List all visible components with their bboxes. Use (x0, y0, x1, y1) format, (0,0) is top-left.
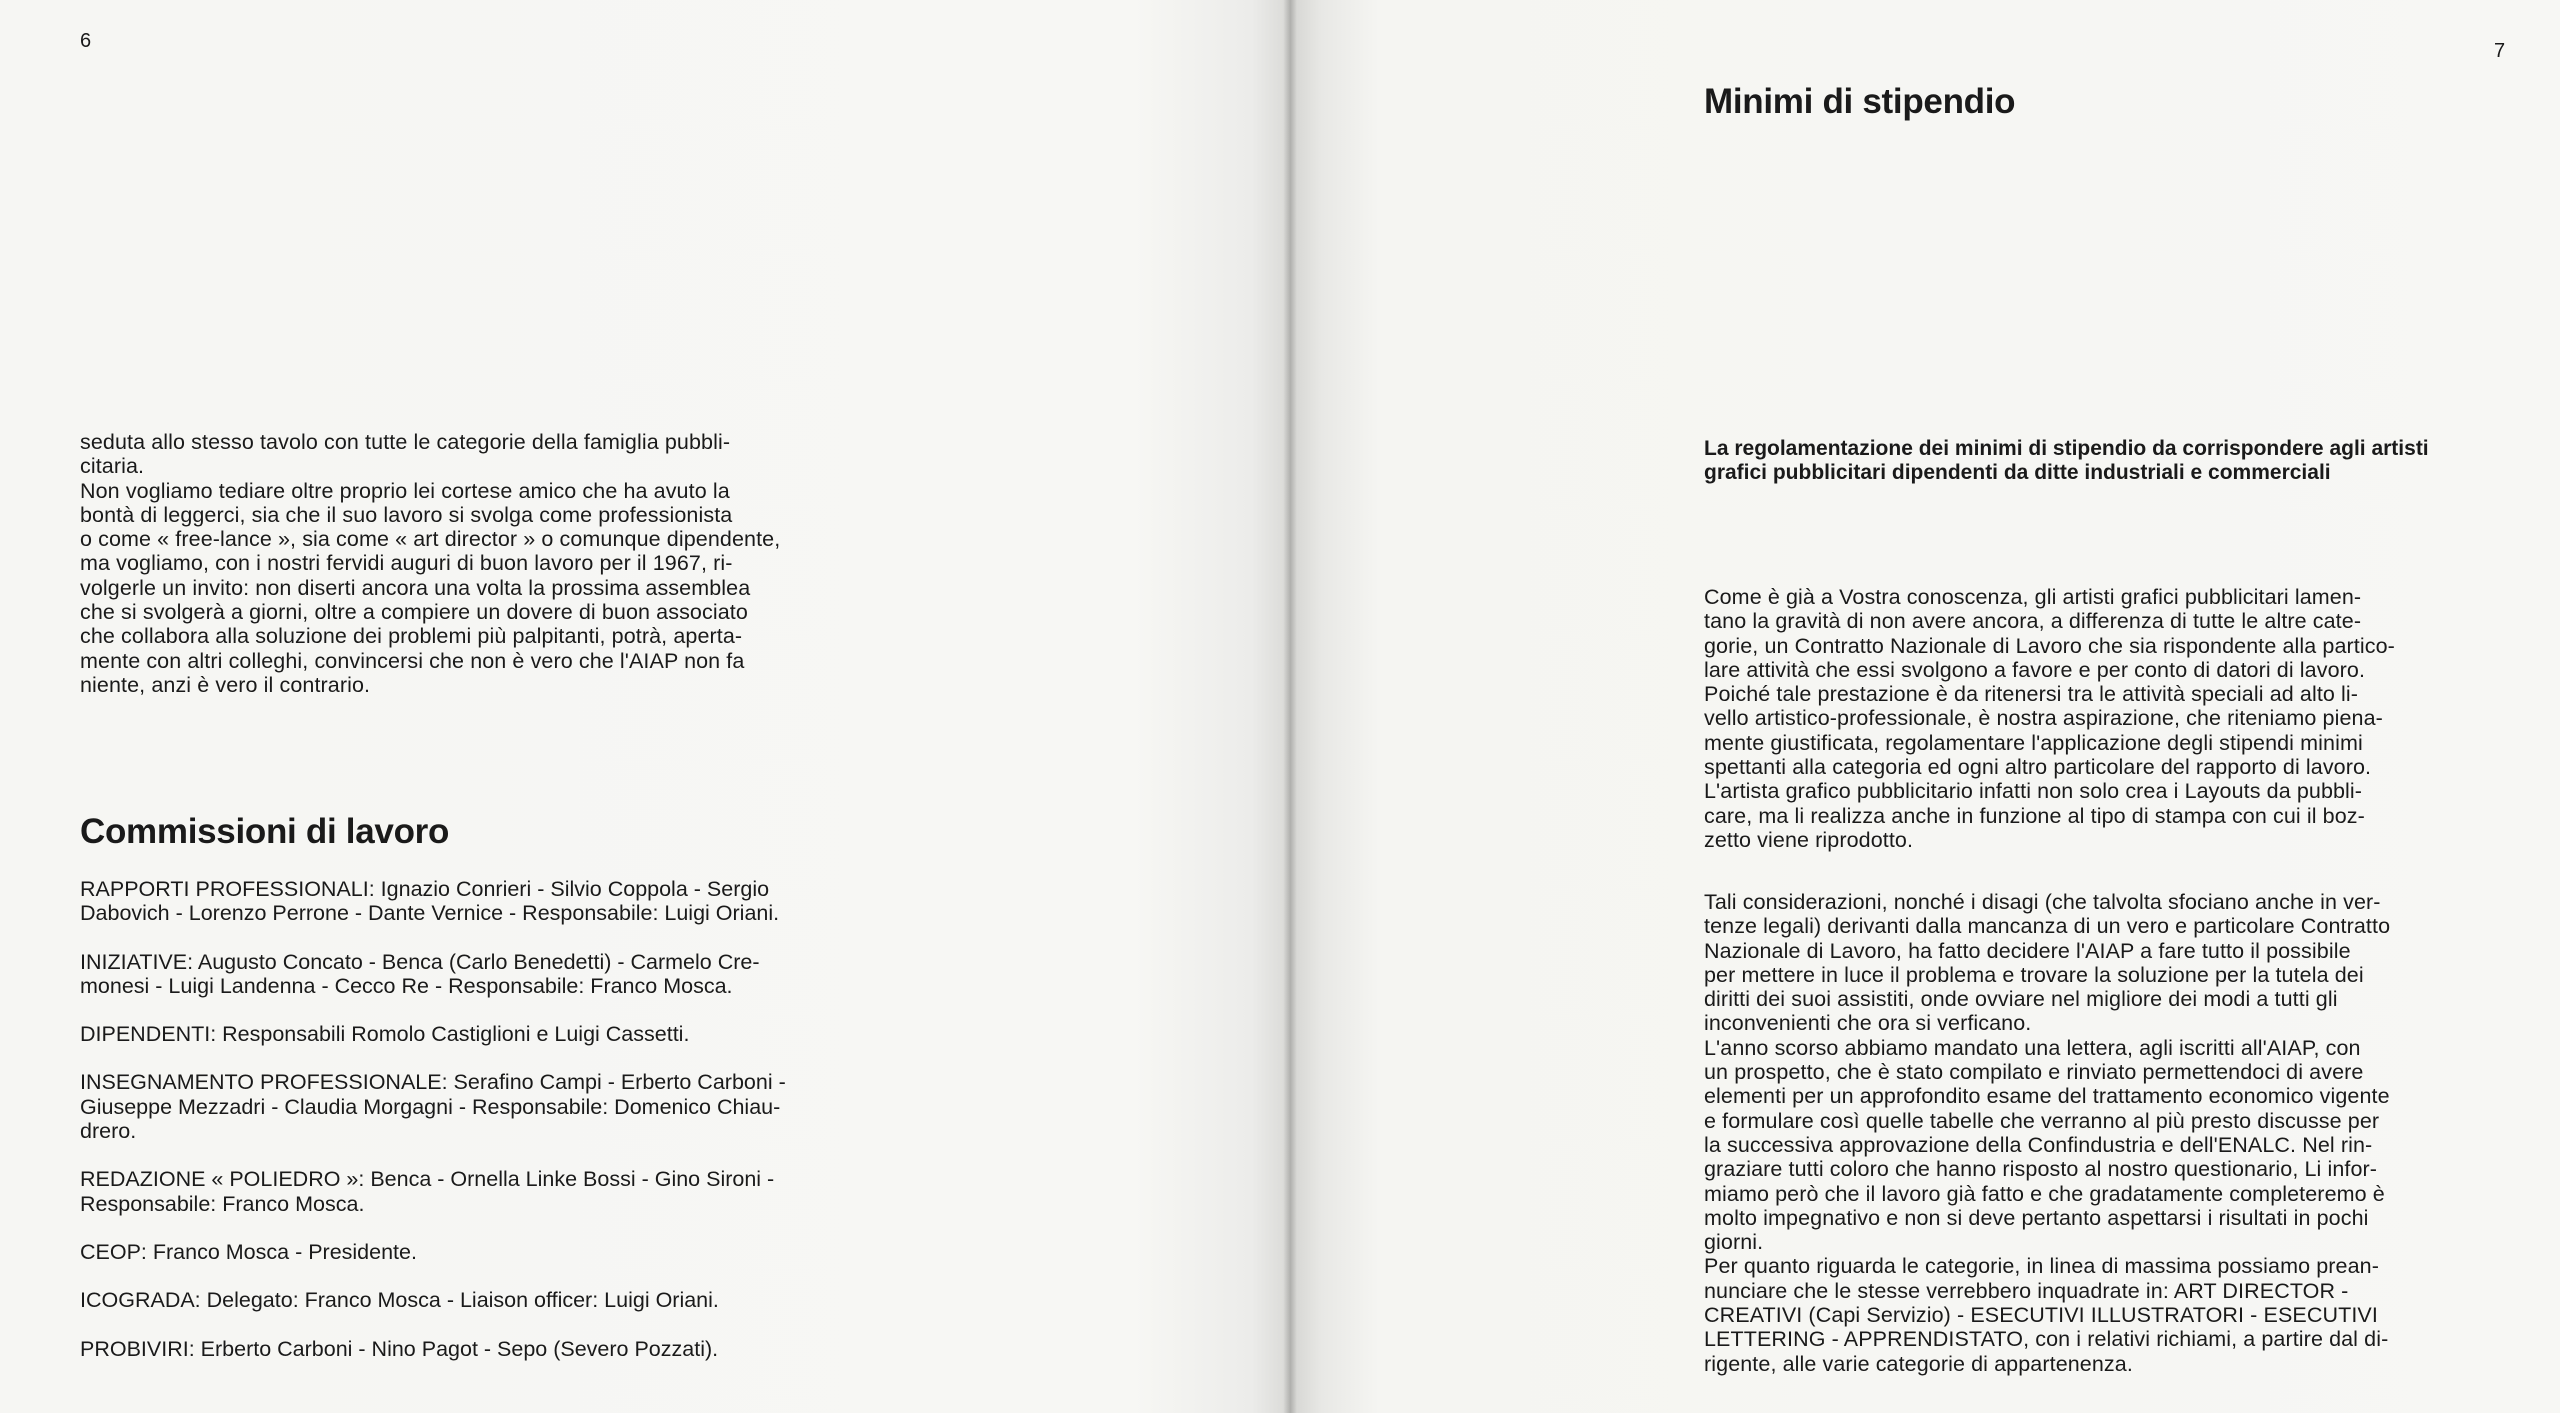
page-number-right: 7 (2494, 40, 2506, 62)
commissions-list (80, 877, 886, 1385)
commission-item-ceop: CEOP: Franco Mosca - Presidente. (80, 1239, 417, 1264)
commission-item-icograda: ICOGRADA: Delegato: Franco Mosca - Liaison officer: Luigi Oriani. (80, 1288, 719, 1313)
right-page-title: Minimi di stipendio (1704, 82, 2016, 121)
right-paragraph-1: Come è già a Vostra conoscenza, gli artisti grafici pubblicitari lamen- tano la gravità di non avere ancora, a differenza di tutte le altre cate- gorie, un Contratto Nazionale di Lavoro che sia rispondente alla partico- lare attività che essi svolgono a favore e per conto di datori di lavoro. Poiché tale prestazione è da ritenersi tra le attività speciali ad alto li- vello artistico-professionale, è nostra aspirazione, che riteniamo piena- mente giustificata, regolamentare l'applicazione degli stipendi minimi spettanti alla categoria ed ogni altro particolare del rapporto di lavoro. L'artista grafico pubblicitario infatti non solo crea i Layouts da pubbli- care, ma li realizza anche in funzione al tipo di stampa con cui il boz- zetto viene riprodotto. (1704, 585, 2395, 852)
commission-item-rapporti: RAPPORTI PROFESSIONALI: Ignazio Conrieri - Silvio Coppola - Sergio Dabovich - Lorenzo Perrone - Dante Vernice - Responsabile: Luigi Oriani. (80, 877, 780, 926)
commission-item-probiviri: PROBIVIRI: Erberto Carboni - Nino Pagot - Sepo (Severo Pozzati). (80, 1336, 719, 1361)
commission-item-redazione: REDAZIONE « POLIEDRO »: Benca - Ornella Linke Bossi - Gino Sironi - Responsabile: Franco Mosca. (80, 1167, 775, 1216)
right-page-subtitle: La regolamentazione dei minimi di stipendio da corrispondere agli artisti grafici pubblicitari dipendenti da ditte industriali e commerciali (1704, 437, 2429, 484)
book-gutter (1283, 0, 1297, 1413)
left-intro-paragraph: seduta allo stesso tavolo con tutte le categorie della famiglia pubbli- citaria. Non vogliamo tediare oltre proprio lei cortese amico che ha avuto la bontà di leggerci, sia che il suo lavoro si svolga come professionista o come « free-lance », sia come « art director » o comunque dipendente, ma vogliamo, con i nostri fervidi auguri di buon lavoro per il 1967, ri- volgerle un invito: non diserti ancora una volta la prossima assemblea che si svolgerà a giorni, oltre a compiere un dovere di buon associato che collabora alla soluzione dei problemi più palpitanti, potrà, aperta- mente con altri colleghi, convincersi che non è vero che l'AIAP non fa niente, anzi è vero il contrario. (80, 430, 781, 697)
commission-item-iniziative: INIZIATIVE: Augusto Concato - Benca (Carlo Benedetti) - Carmelo Cre- monesi - Luigi Landenna - Cecco Re - Responsabile: Franco Mosca. (80, 949, 760, 998)
right-paragraph-2: Tali considerazioni, nonché i disagi (che talvolta sfociano anche in ver- tenze legali) derivanti dalla mancanza di un vero e particolare Contratto Nazionale di Lavoro, ha fatto decidere l'AIAP a fare tutto il possibile per mettere in luce il problema e trovare la soluzione per la tutela dei diritti dei suoi assistiti, onde ovviare nel migliore dei modi a tutti gli inconvenienti che ora si verficano. L'anno scorso abbiamo mandato una lettera, agli iscritti all'AIAP, con un prospetto, che è stato compilato e rinviato permettendoci di avere elementi per un approfondito esame del trattamento economico vigente e formulare così quelle tabelle che verranno al più presto discusse per la successiva approvazione della Confindustria e dell'ENALC. Nel rin- graziare tutti coloro che hanno risposto al nostro questionario, Li infor- miamo però che il lavoro già fatto e che gradatamente completeremo è molto impegnativo e non si deve pertanto aspettarsi i risultati in pochi giorni. Per quanto riguarda le categorie, in linea di massima possiamo prean- nunciare che le stesse verrebbero inquadrate in: ART DIRECTOR - CREATIVI (Capi Servizio) - ESECUTIVI ILLUSTRATORI - ESECUTIVI LETTERING - APPRENDISTATO, con i relativi richiami, a partire dal di- rigente, alle varie categorie di appartenenza. (1704, 890, 2391, 1376)
commission-item-dipendenti: DIPENDENTI: Responsabili Romolo Castiglioni e Luigi Cassetti. (80, 1022, 690, 1047)
commissions-heading: Commissioni di lavoro (80, 812, 450, 851)
commission-item-insegnamento: INSEGNAMENTO PROFESSIONALE: Serafino Campi - Erberto Carboni - Giuseppe Mezzadri - Claudia Morgagni - Responsabile: Domenico Chiau- drero. (80, 1070, 786, 1144)
page-number-left: 6 (80, 30, 92, 52)
